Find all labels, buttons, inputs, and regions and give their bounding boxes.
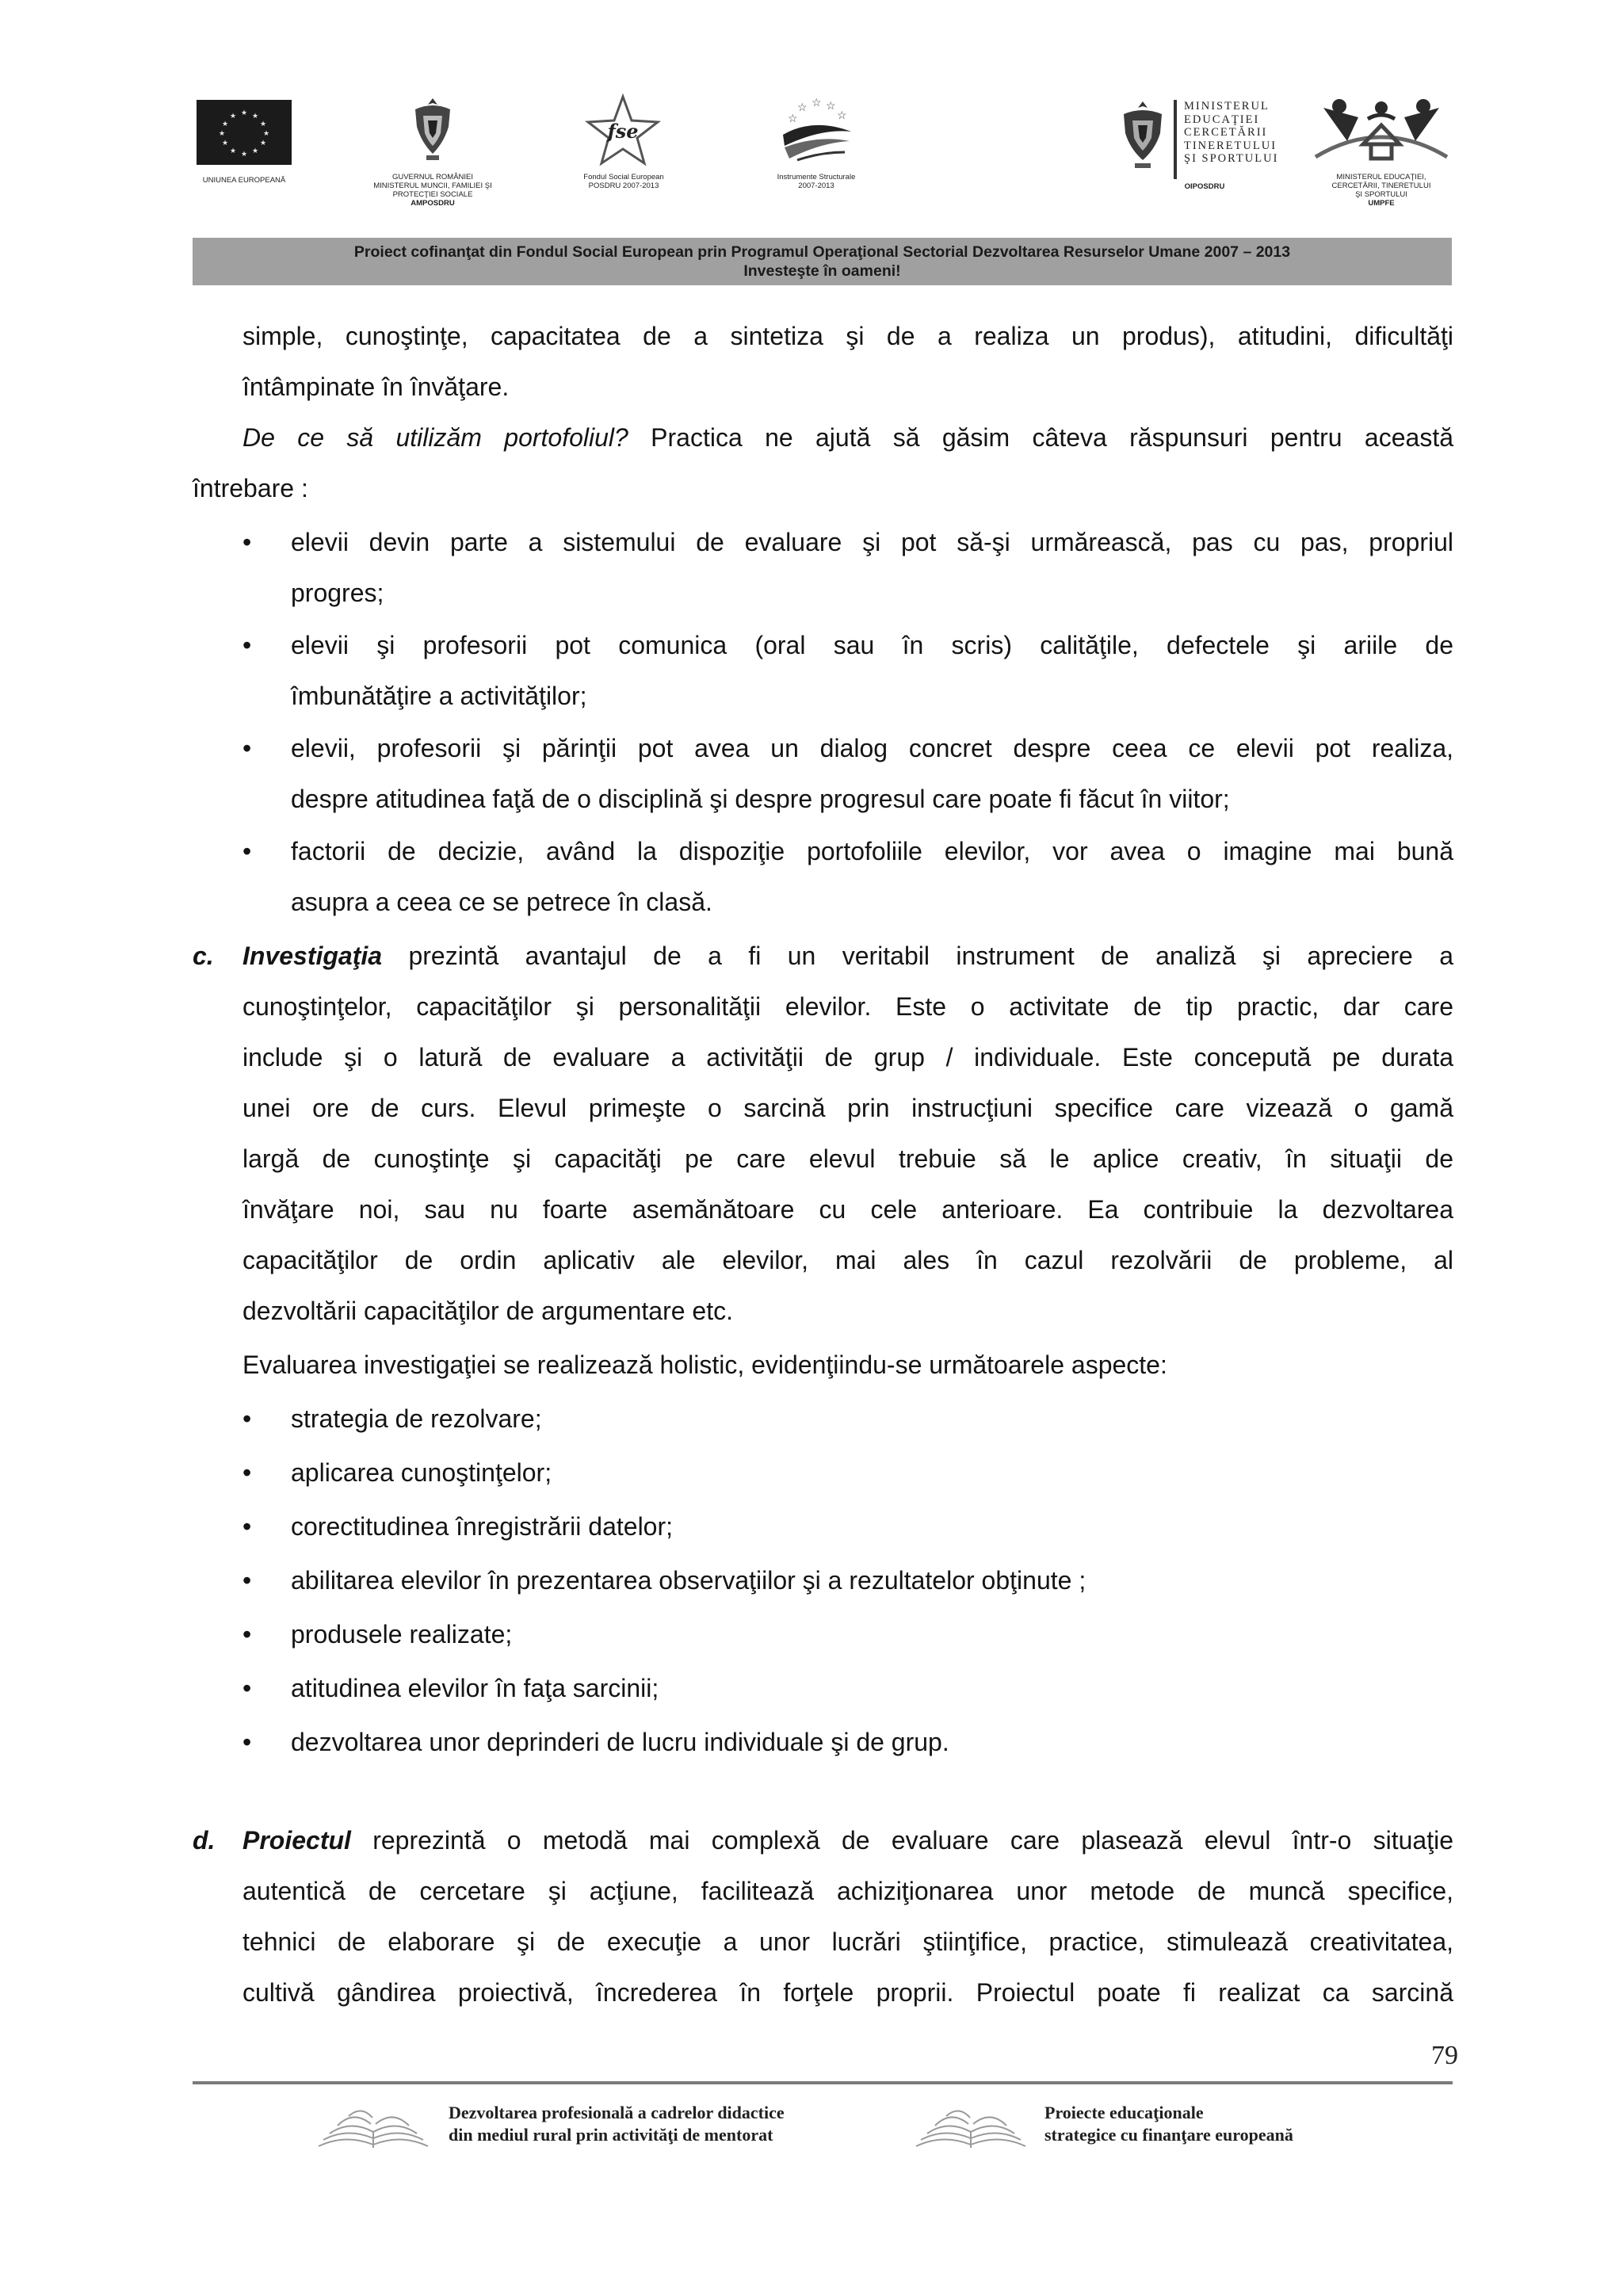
structural-instruments-logo [773,94,861,170]
oiposdru-caption [1173,182,1236,191]
fse-caption-line: Fondul Social European [583,173,664,181]
paragraph-line: unei ore de curs. Elevul primeşte o sarcină prin instrucţiuni specifice care vizează o gamă [242,1094,1453,1122]
bullet-icon: • [242,837,252,865]
list-item: factorii de decizie, având la dispoziţie portofoliile elevilor, vor avea o imagine mai bună [291,837,1453,865]
paragraph-line: simple, cunoştinţe, capacitatea de a sintetiza şi de a realiza un produs), atitudini, dificultăţi [242,322,1453,350]
paragraph-line: dezvoltării capacităţilor de argumentare etc. [242,1297,733,1325]
fse-logo-text: fse [607,120,639,143]
ministry-line: CERCETĂRII [1184,126,1268,139]
ministry-line: ŞI SPORTULUI [1184,152,1279,165]
list-item: produsele realizate; [291,1620,513,1648]
paragraph-text: reprezintă o metodă mai complexă de evaluare care plasează elevul într-o situaţie [350,1826,1453,1855]
paragraph-line: Evaluarea investigaţiei se realizează holistic, evidenţiindu-se următoarele aspecte: [242,1350,1167,1379]
svg-text:★: ★ [259,120,267,128]
list-item: elevii şi profesorii pot comunica (oral sau în scris) calităţile, defectele şi ariile de [291,631,1453,659]
list-item: aplicarea cunoştinţelor; [291,1458,552,1487]
footer-project-left [449,2102,785,2146]
ministry-divider [1174,100,1177,179]
eu-caption [189,176,300,185]
footer-line: strategice cu finanţare europeană [1044,2125,1293,2145]
svg-text:★: ★ [221,139,229,147]
paragraph-line: învăţare noi, sau nu foarte asemănătoare cu cele anterioare. Ea contribuie la dezvoltarea [242,1195,1453,1224]
paragraph-line: întrebare : [193,474,308,502]
svg-text:★: ★ [251,113,259,120]
gov-coat-of-arms-logo [409,95,456,168]
bullet-icon: • [242,1458,252,1487]
page-number: 79 [1431,2041,1458,2070]
footer-line: Dezvoltarea profesională a cadrelor didactice [449,2103,785,2122]
umpfe-caption-line: CERCETĂRII, TINERETULUI [1331,181,1431,190]
svg-text:☆: ☆ [788,112,798,124]
footer-line: din mediul rural prin activităţi de mentorat [449,2125,773,2145]
paragraph-line [242,1824,1453,1856]
coat-of-arms-icon [409,95,456,168]
bullet-icon: • [242,1512,252,1541]
fse-caption [564,173,683,190]
umpfe-caption [1308,173,1455,208]
section-term: Proiectul [242,1826,351,1855]
paragraph-line: cunoştinţelor, capacităţilor şi personalităţii elevilor. Este o activitate de tip practic, dar care [242,992,1453,1021]
ministry-name [1184,100,1278,166]
paragraph-line [242,940,1453,972]
fse-caption-line: POSDRU 2007-2013 [588,181,659,190]
list-item: elevii devin parte a sistemului de evaluare şi pot să-şi urmărească, pas cu pas, propriul [291,528,1453,556]
portfolio-question: De ce să utilizăm portofoliul? [242,423,628,452]
svg-text:★: ★ [240,109,248,117]
open-book-icon [314,2102,433,2157]
banner-line-2: Investeşte în oameni! [743,262,901,280]
section-letter-c: c. [193,942,214,970]
svg-text:★: ★ [221,120,229,128]
stars-swoosh-icon [773,94,861,170]
fse-star-icon [583,94,663,168]
list-item-continuation: progres; [291,579,384,607]
eu-stars-icon [197,100,292,165]
ministry-coat-of-arms-logo [1119,98,1167,174]
oiposdru-label: OIPOSDRU [1184,182,1225,191]
gov-caption [361,173,504,208]
paragraph-line: capacităţilor de ordin aplicativ ale elevilor, mai ales în cazul rezolvării de probleme, al [242,1246,1453,1274]
is-caption [761,173,872,190]
list-item-continuation: despre atitudinea faţă de o disciplină şi despre progresul care poate fi făcut în viitor; [291,785,1230,813]
umpfe-caption-line: MINISTERUL EDUCAŢIEI, [1336,173,1426,181]
svg-text:☆: ☆ [837,109,847,121]
bullet-icon: • [242,1620,252,1648]
ministry-line: TINERETULUI [1184,139,1277,152]
umpfe-caption-line: ŞI SPORTULUI [1355,190,1407,199]
paragraph-line: cultivă gândirea proiectivă, încrederea în forţele proprii. Proiectul poate fi realizat ca sarcină [242,1978,1453,2007]
svg-text:★: ★ [262,130,270,138]
bullet-icon: • [242,1566,252,1595]
eu-flag-logo [197,100,292,165]
list-item: atitudinea elevilor în faţa sarcinii; [291,1674,659,1702]
list-item: elevii, profesorii şi părinţii pot avea un dialog concret despre ceea ce elevii pot realiza, [291,734,1453,762]
umpfe-caption-line: UMPFE [1368,199,1395,208]
umpfe-logo [1308,94,1455,171]
bullet-icon: • [242,734,252,762]
paragraph-line: întâmpinate în învăţare. [242,372,510,401]
svg-text:★: ★ [240,151,248,159]
section-term: Investigaţia [242,942,383,970]
list-item: strategia de rezolvare; [291,1404,542,1433]
fse-logo [583,94,663,168]
paragraph-line [242,422,1453,453]
list-item-continuation: asupra a ceea ce se petrece în clasă. [291,888,712,916]
gov-caption-line: GUVERNUL ROMÂNIEI [391,173,474,181]
svg-text:★: ★ [218,130,226,138]
svg-text:★: ★ [229,147,237,155]
svg-text:★: ★ [229,113,237,120]
cofinancing-banner [193,238,1452,285]
svg-text:★: ★ [259,139,267,147]
paragraph-line: tehnici de elaborare şi de execuţie a unor lucrări ştiinţifice, practice, stimulează creativitatea, [242,1927,1453,1956]
umpfe-figures-icon [1308,94,1455,171]
ministry-shield-icon [1119,98,1167,174]
banner-line-1: Proiect cofinanţat din Fondul Social European prin Programul Operaţional Sectorial Dezvoltarea Resurselor Umane 2007 – 2013 [353,243,1291,261]
paragraph-line: largă de cunoştinţe şi capacităţi pe care elevul trebuie să le aplice creativ, în situaţii de [242,1144,1453,1173]
bullet-icon: • [242,1404,252,1433]
list-item: dezvoltarea unor deprinderi de lucru individuale şi de grup. [291,1728,949,1756]
svg-text:☆: ☆ [812,96,822,109]
svg-text:☆: ☆ [826,99,836,112]
is-caption-line: Instrumente Structurale [777,173,856,181]
ministry-line: MINISTERUL [1184,100,1270,113]
bullet-icon: • [242,631,252,659]
list-item: abilitarea elevilor în prezentarea observaţiilor şi a rezultatelor obţinute ; [291,1566,1086,1595]
bullet-icon: • [242,1728,252,1756]
is-caption-line: 2007-2013 [798,181,834,190]
paragraph-text: prezintă avantajul de a fi un veritabil instrument de analiză şi apreciere a [382,942,1453,970]
paragraph-line: autentică de cercetare şi acţiune, facilitează achiziţionarea unor metode de muncă specifice, [242,1877,1453,1905]
footer-divider [193,2081,1453,2084]
footer-line: Proiecte educaţionale [1044,2103,1204,2122]
open-book-icon [911,2102,1030,2157]
svg-text:☆: ☆ [797,101,808,113]
section-letter-d: d. [193,1826,216,1855]
footer-project-right [1044,2102,1293,2146]
bullet-icon: • [242,1674,252,1702]
ministry-line: EDUCAŢIEI [1184,113,1260,126]
list-item-continuation: îmbunătăţire a activităţilor; [291,682,587,710]
list-item: corectitudinea înregistrării datelor; [291,1512,674,1541]
gov-caption-line: PROTECŢIEI SOCIALE [392,190,473,199]
svg-text:★: ★ [251,147,259,155]
paragraph-line: include şi o latură de evaluare a activităţii de grup / individuale. Este concepută pe durata [242,1043,1453,1072]
gov-caption-line: MINISTERUL MUNCII, FAMILIEI ŞI [373,181,492,190]
bullet-icon: • [242,528,252,556]
paragraph-text: Practica ne ajută să găsim câteva răspunsuri pentru această [628,423,1454,452]
gov-caption-line: AMPOSDRU [411,199,455,208]
eu-label: UNIUNEA EUROPEANĂ [202,176,286,185]
